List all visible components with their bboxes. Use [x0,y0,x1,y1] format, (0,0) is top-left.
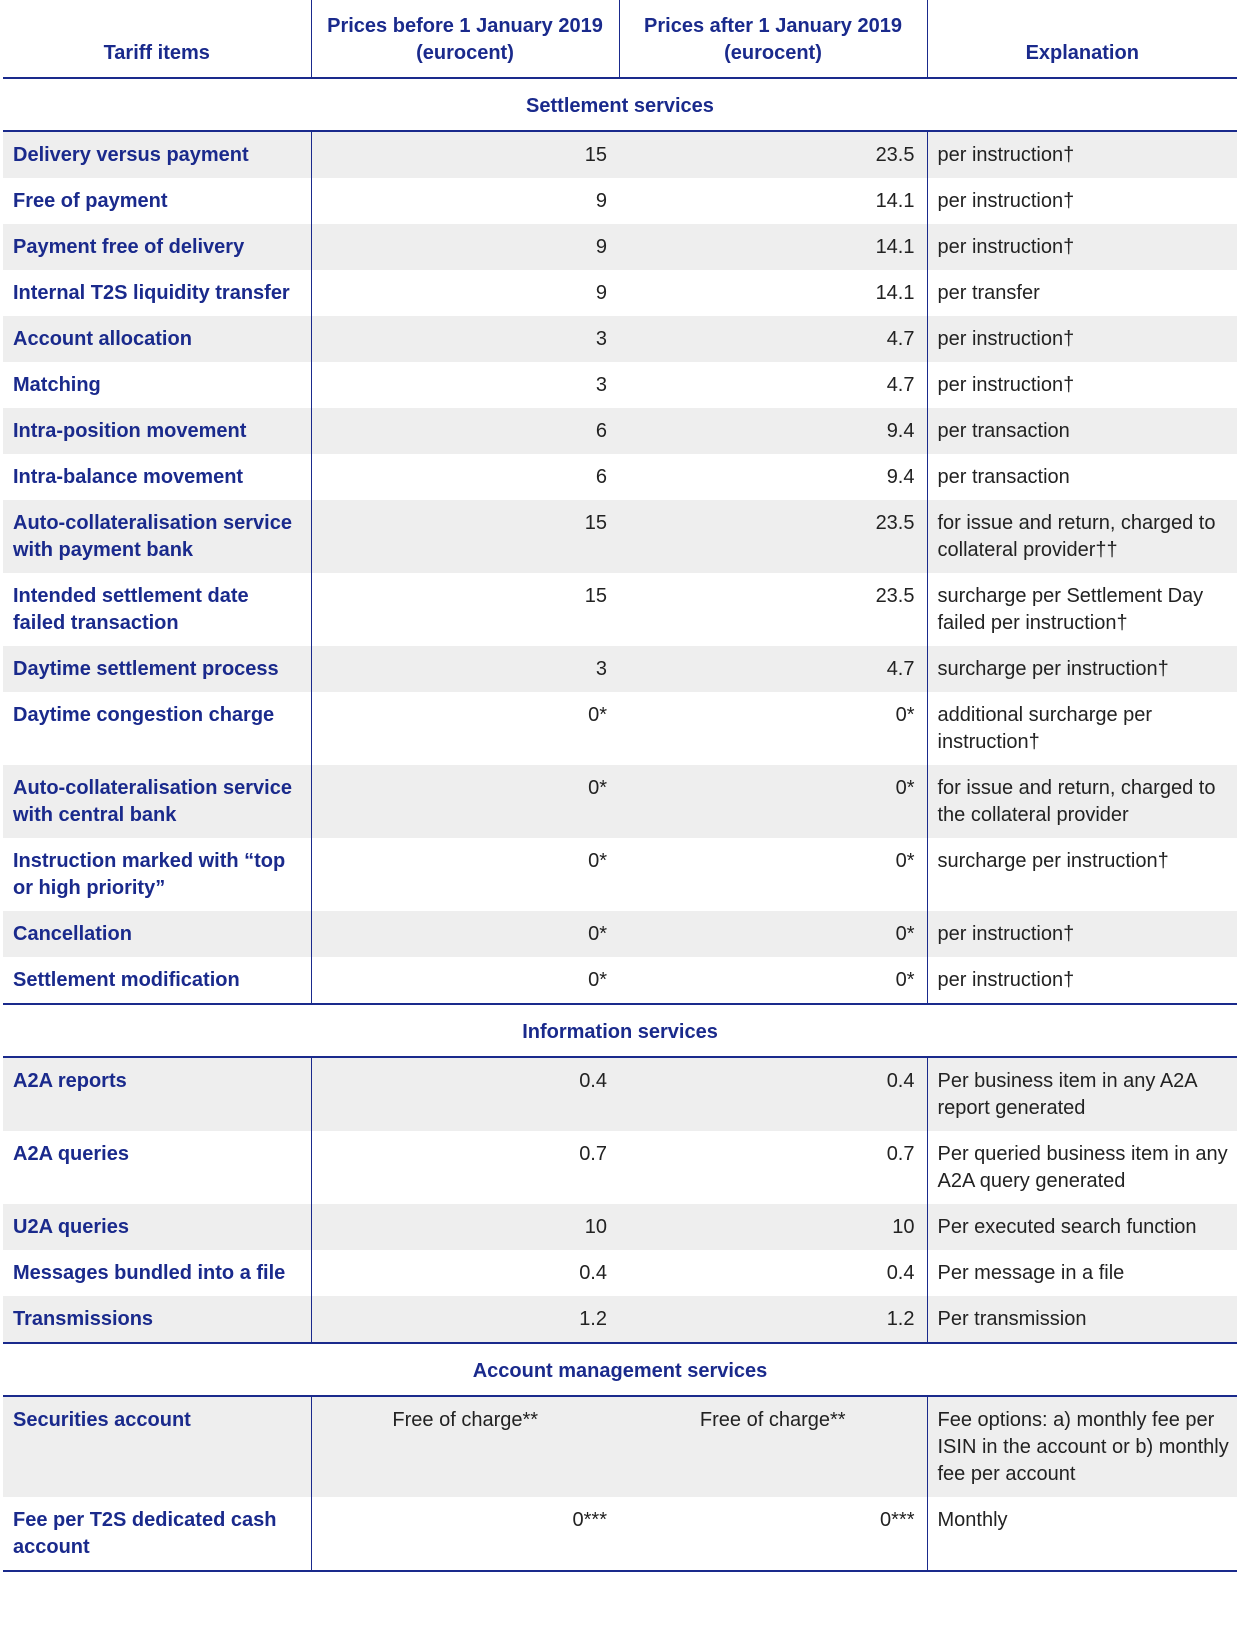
table-body [3,78,1237,1571]
explanation-cell: Fee options: a) monthly fee per ISIN in the account or b) monthly fee per account [927,1396,1237,1497]
price-before-cell: 15 [584,585,607,607]
explanation-cell: per transfer [927,270,1237,316]
price-after-cell: 9.4 [619,408,927,454]
table-row [3,1296,1237,1343]
explanation-cell: for issue and return, charged to the collateral provider [927,765,1237,838]
table-row [3,454,1237,500]
price-before-cell: 9 [311,224,619,270]
price-before-cell: 0.7 [579,1143,607,1165]
header-explanation: Explanation [927,0,1237,78]
table-row [3,911,1237,957]
price-after-cell: 1.2 [619,1296,927,1343]
price-after-cell: 0.4 [886,1262,915,1284]
explanation-cell: per instruction† [927,957,1237,1004]
price-after-cell: 23.5 [619,500,927,573]
table-row [3,270,1237,316]
table-row [3,765,1237,838]
price-before-cell: 10 [311,1204,619,1250]
price-before-cell: 0.4 [311,1057,619,1131]
header-row [3,0,1237,78]
price-before-cell: 1.2 [311,1296,619,1343]
price-before-cell: 0.4 [579,1262,607,1284]
price-before-cell: 3 [595,374,607,396]
tariff-item-cell: Matching [3,362,311,408]
tariff-item-cell: A2A queries [3,1131,311,1204]
tariff-item-cell: Securities account [3,1396,311,1497]
table-row [3,957,1237,1004]
price-after-cell: 0.4 [619,1057,927,1131]
explanation-cell: for issue and return, charged to collateral provider†† [927,500,1237,573]
table-row [3,408,1237,454]
explanation-cell: Per transmission [927,1296,1237,1343]
price-after-cell: 0* [619,911,927,957]
table-row [3,692,1237,765]
explanation-cell: per instruction† [927,362,1237,408]
table-row [3,838,1237,911]
explanation-cell: per instruction† [927,911,1237,957]
price-after-cell: 14.1 [875,190,915,212]
tariff-item-cell: Daytime settlement process [3,646,311,692]
table-row [3,1396,1237,1497]
price-before-cell: 0* [588,850,607,872]
explanation-cell: Per business item in any A2A report generated [927,1057,1237,1131]
tariff-item-cell: Account allocation [3,316,311,362]
explanation-cell: per instruction† [927,316,1237,362]
price-before-cell: 15 [311,131,619,178]
price-before-cell: 3 [311,646,619,692]
table-row [3,362,1237,408]
tariff-item-cell: Fee per T2S dedicated cash account [3,1497,311,1571]
explanation-cell: Per message in a file [927,1250,1237,1296]
price-after-cell: 0* [895,704,915,726]
price-before-cell: 0* [588,704,607,726]
tariff-item-cell: Settlement modification [3,957,311,1004]
header-prices-after: Prices after 1 January 2019 (eurocent) [619,0,927,78]
tariff-item-cell: Auto-collateralisation service with central bank [3,765,311,838]
tariff-item-cell: U2A queries [3,1204,311,1250]
tariff-item-cell: Messages bundled into a file [3,1250,311,1296]
tariff-item-cell: Payment free of delivery [3,224,311,270]
explanation-cell: Per queried business item in any A2A query generated [927,1131,1237,1204]
price-after-cell: 9.4 [886,466,915,488]
tariff-item-cell: Cancellation [3,911,311,957]
tariff-item-cell: Instruction marked with “top or high priority” [3,838,311,911]
tariff-item-cell: Intra-balance movement [3,454,311,500]
section-header-row [3,78,1237,131]
price-before-cell: 9 [595,190,607,212]
header-tariff-items: Tariff items [3,0,311,78]
price-before-cell: 6 [595,466,607,488]
tariff-table [3,0,1237,1572]
table-row [3,1250,1237,1296]
explanation-cell: additional surcharge per instruction† [927,692,1237,765]
explanation-cell: surcharge per instruction† [927,838,1237,911]
price-after-cell: 4.7 [619,646,927,692]
explanation-cell: Monthly [927,1497,1237,1571]
table-row [3,573,1237,646]
table-row [3,316,1237,362]
section-title: Settlement services [3,78,1237,131]
explanation-cell: surcharge per Settlement Day failed per instruction† [927,573,1237,646]
tariff-item-cell: Free of payment [3,178,311,224]
table-row [3,1131,1237,1204]
explanation-cell: Per executed search function [927,1204,1237,1250]
price-after-cell: 0*** [619,1497,927,1571]
explanation-cell: per transaction [927,408,1237,454]
price-before-cell: Free of charge** [311,1396,619,1497]
price-before-cell: 0* [311,911,619,957]
header-prices-before: Prices before 1 January 2019 (eurocent) [311,0,619,78]
tariff-item-cell: Auto-collateralisation service with payment bank [3,500,311,573]
explanation-cell: per transaction [927,454,1237,500]
price-before-cell: 9 [595,282,607,304]
table-row [3,224,1237,270]
price-after-cell: 4.7 [886,374,915,396]
tariff-item-cell: Intended settlement date failed transaction [3,573,311,646]
tariff-item-cell: Internal T2S liquidity transfer [3,270,311,316]
price-after-cell: 14.1 [875,282,915,304]
table-row [3,1497,1237,1571]
price-after-cell: Free of charge** [619,1396,927,1497]
section-header-row [3,1004,1237,1057]
price-before-cell: 6 [311,408,619,454]
explanation-cell: surcharge per instruction† [927,646,1237,692]
price-before-cell: 3 [311,316,619,362]
tariff-item-cell: Delivery versus payment [3,131,311,178]
table-row [3,1057,1237,1131]
explanation-cell: per instruction† [927,178,1237,224]
table-row [3,1204,1237,1250]
price-after-cell: 0* [895,850,915,872]
section-title: Account management services [3,1343,1237,1396]
section-header-row [3,1343,1237,1396]
section-title: Information services [3,1004,1237,1057]
price-before-cell: 0*** [311,1497,619,1571]
table-row [3,131,1237,178]
price-after-cell: 0* [619,765,927,838]
price-before-cell: 0* [311,957,619,1004]
price-after-cell: 23.5 [875,585,915,607]
price-before-cell: 15 [311,500,619,573]
table-row [3,178,1237,224]
price-after-cell: 0.7 [886,1143,915,1165]
table-row [3,500,1237,573]
tariff-item-cell: A2A reports [3,1057,311,1131]
tariff-item-cell: Intra-position movement [3,408,311,454]
explanation-cell: per instruction† [927,224,1237,270]
price-after-cell: 23.5 [619,131,927,178]
tariff-item-cell: Transmissions [3,1296,311,1343]
price-after-cell: 4.7 [619,316,927,362]
price-after-cell: 0* [619,957,927,1004]
price-after-cell: 14.1 [619,224,927,270]
explanation-cell: per instruction† [927,131,1237,178]
price-after-cell: 10 [619,1204,927,1250]
tariff-item-cell: Daytime congestion charge [3,692,311,765]
table-row [3,646,1237,692]
price-before-cell: 0* [311,765,619,838]
